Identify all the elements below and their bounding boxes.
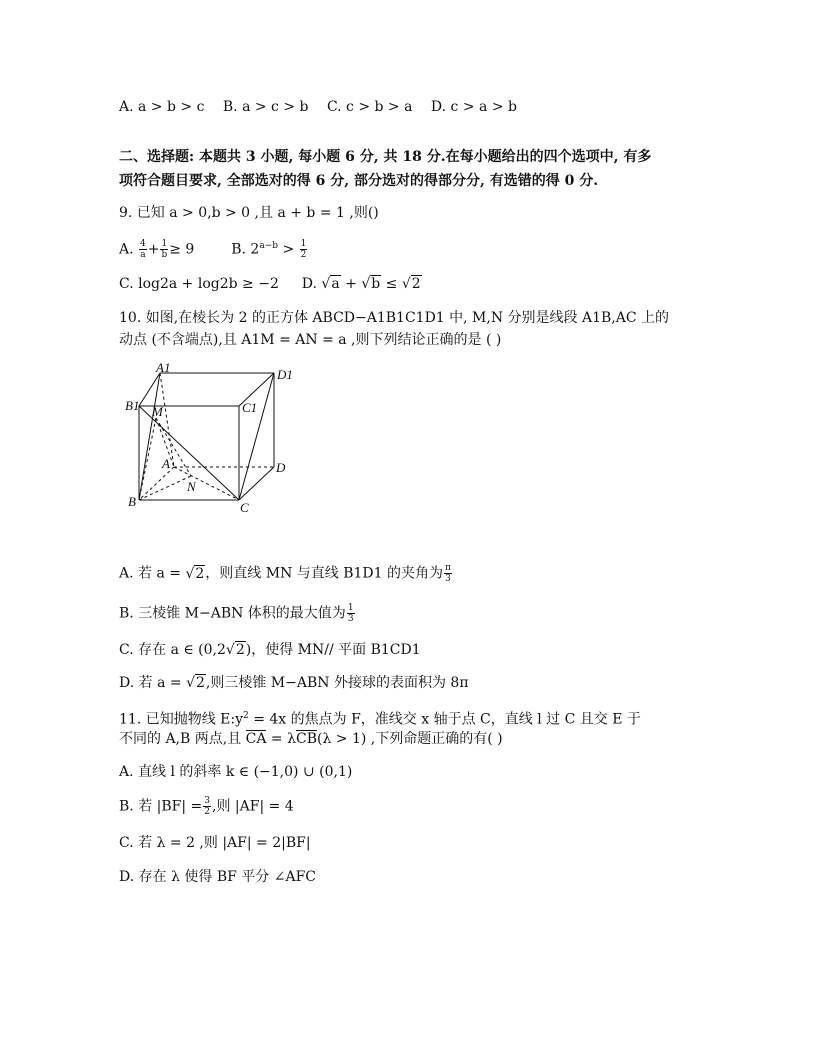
q11-stem-line2: 不同的 A,B 两点,且 CA = λCB(λ > 1) ,下列命题正确的有( ) [119, 731, 503, 747]
section2-line2: 项符合题目要求, 全部选对的得 6 分, 部分选对的得部分分, 有选错的得 0 分. [119, 173, 599, 189]
diag-d1-c [239, 373, 274, 500]
hidden-segment-a-c [174, 467, 239, 500]
q8-option-c: C. c > b > a [326, 99, 413, 115]
label-m: M [152, 404, 163, 419]
label-n: N [187, 479, 196, 494]
q9-a-frac1: $\frac{4}{a}$ [140, 239, 146, 261]
q10-option-b: B. 三棱锥 M−ABN 体积的最大值为 $\frac{1}{3}$ [119, 603, 354, 624]
q8-option-a: A. a > b > c [119, 99, 205, 115]
q11-option-b: B. 若 |BF| = $\frac{3}{2}$ ,则 |AF| = 4 [119, 796, 294, 817]
q8-option-d: D. c > a > b [430, 99, 517, 115]
q9-stem: 9. 已知 a > 0,b > 0 ,且 a + b = 1 ,则() [119, 205, 379, 221]
vector-ca: CA [245, 731, 267, 747]
q9-options-ab: A. $\frac{4}{a}$ + $\frac{1}{b}$ ≥ 9 B. $2^{a-b}$ > $\frac{1}{2}$ [119, 239, 307, 261]
label-b: B [128, 494, 136, 509]
section2-line1: 二、选择题: 本题共 3 小题, 每小题 6 分, 共 18 分.在每小题给出的四个选项中, 有多 [119, 149, 652, 165]
edge-c-d [239, 467, 274, 500]
q9-b-prefix: B. 2 [231, 241, 260, 258]
q9-a-frac2: $\frac{1}{b}$ [161, 239, 168, 261]
hidden-edge-a-b [139, 467, 174, 500]
q9-b-frac: $\frac{1}{2}$ [300, 239, 307, 261]
q10-option-c: C. 存在 a ∈ (0,2√2)，使得 MN// 平面 B1CD1 [119, 642, 421, 658]
cube-figure [119, 360, 309, 520]
label-d1: D1 [277, 367, 293, 382]
q9-d-prefix: D. [301, 276, 322, 292]
q11-stem-line1: 11. 已知抛物线 $E:y^2 = 4x$ 的焦点为 F，准线交 x 轴于点 C，直线 l 过 C 且交 E 于 [119, 711, 641, 728]
label-c1: C1 [242, 400, 258, 415]
q8-option-b: B. a > c > b [222, 99, 309, 115]
q11-option-a: A. 直线 l 的斜率 k ∈ (−1,0) ∪ (0,1) [119, 764, 353, 780]
hidden-edge-a1-a [160, 373, 174, 467]
q10-option-a: A. 若 a = √2，则直线 MN 与直线 B1D1 的夹角为 $\frac{\pi}{3}$ [119, 563, 451, 584]
label-c: C [240, 500, 249, 515]
label-a: A [162, 456, 170, 471]
segment-a1-b [139, 373, 160, 500]
q10-stem-line2: 动点 (不含端点),且 A1M = AN = a ,则下列结论正确的是 ( ) [119, 332, 502, 348]
q9-a-prefix: A. [119, 241, 139, 258]
q8-options [119, 97, 517, 117]
label-d: D [276, 460, 286, 475]
vector-cb: CB [296, 731, 317, 747]
q10-stem-line1: 10. 如图,在棱长为 2 的正方体 ABCD−A1B1C1D1 中, M,N 分别是线段 A1B,AC 上的 [119, 310, 670, 326]
hidden-segment-m-b [139, 418, 156, 500]
label-b1: B1 [125, 398, 140, 413]
q9-options-cd: C. log2a + log2b ≥ −2 D. √a + √b ≤ √2 [119, 276, 421, 292]
q9-option-c: C. log2a + log2b ≥ −2 [119, 276, 279, 292]
hidden-segment-b-n [139, 476, 191, 500]
q11-option-c: C. 若 λ = 2 ,则 |AF| = 2|BF| [119, 835, 311, 851]
q10-option-d: D. 若 a = √2,则三棱锥 M−ABN 外接球的表面积为 8π [119, 675, 469, 691]
q11-option-d: D. 存在 λ 使得 BF 平分 ∠AFC [119, 869, 317, 885]
label-a1: A1 [156, 360, 171, 375]
